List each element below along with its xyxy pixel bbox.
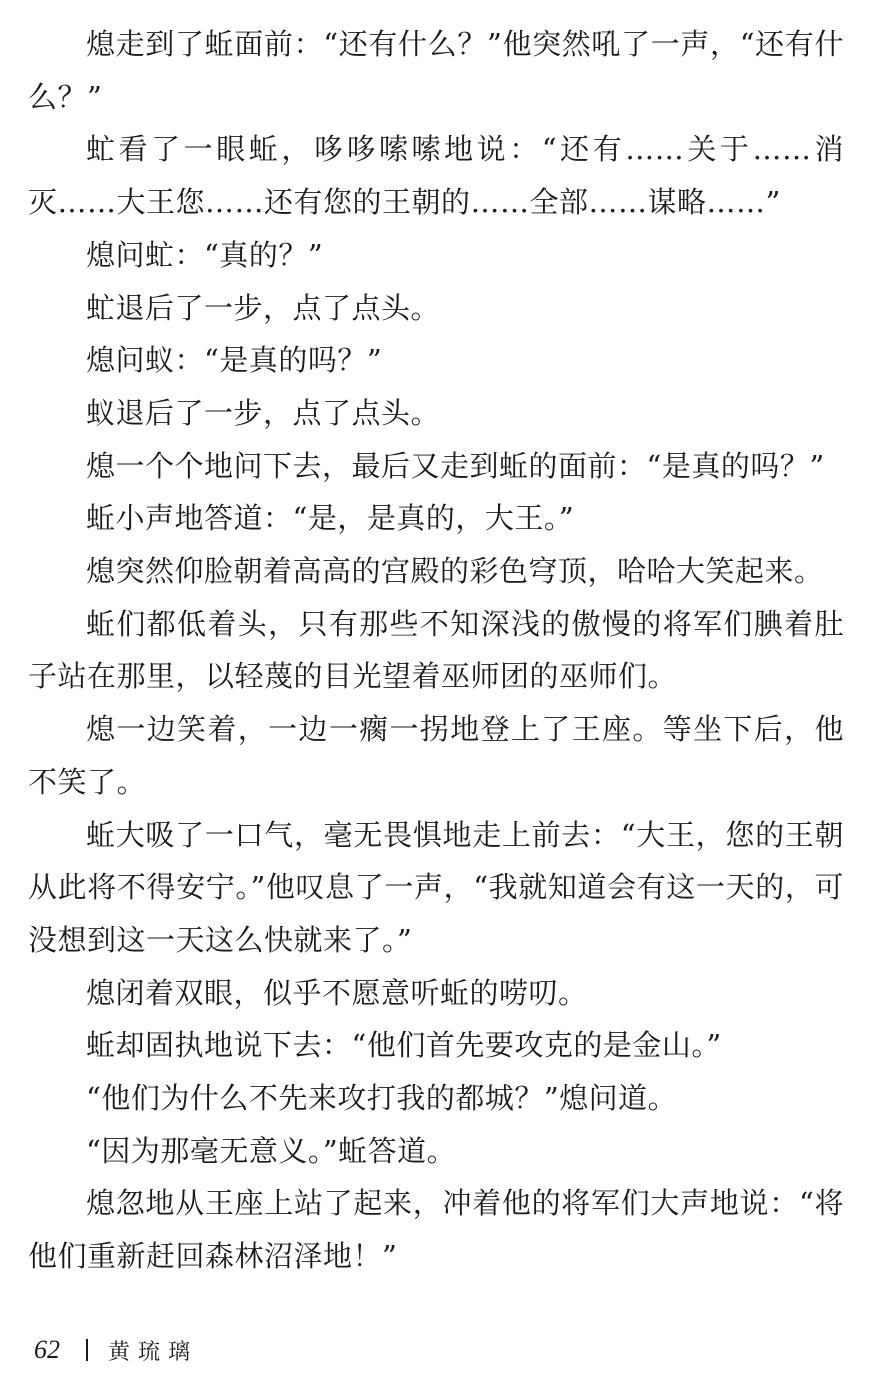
paragraph: 熄突然仰脸朝着高高的宫殿的彩色穹顶，哈哈大笑起来。 bbox=[86, 554, 824, 589]
page-footer bbox=[34, 1330, 198, 1370]
paragraph: 蚯大吸了一口气，毫无畏惧地走上前去：“大王，您的王朝从此将不得安宁。”他叹息了一声，“我就知道会有这一天的，可没想到这一天这么快就来了。” bbox=[28, 817, 844, 957]
paragraph: 熄问虻：“真的？” bbox=[86, 237, 324, 272]
running-head-author: 黄琉璃 bbox=[108, 1339, 199, 1365]
page-number: 62 bbox=[34, 1335, 60, 1364]
paragraph: 熄问蚁：“是真的吗？” bbox=[86, 343, 383, 378]
paragraph: 熄一个个地问下去，最后又走到蚯的面前：“是真的吗？” bbox=[86, 448, 825, 483]
paragraph: 熄忽地从王座上站了起来，冲着他的将军们大声地说：“将他们重新赶回森林沼泽地！” bbox=[28, 1186, 844, 1274]
paragraph: 蚁退后了一步，点了点头。 bbox=[86, 395, 441, 430]
paragraph: 蚯却固执地说下去：“他们首先要攻克的是金山。” bbox=[86, 1028, 722, 1063]
paragraph: 虻看了一眼蚯，哆哆嗦嗦地说：“还有……关于……消灭……大王您……还有您的王朝的……全部……谋略……” bbox=[28, 132, 844, 220]
paragraph: “他们为什么不先来攻打我的都城？”熄问道。 bbox=[86, 1081, 678, 1116]
paragraph: “因为那毫无意义。”蚯答道。 bbox=[86, 1133, 457, 1168]
paragraph: 虻退后了一步，点了点头。 bbox=[86, 290, 441, 325]
paragraph: 蚯们都低着头，只有那些不知深浅的傲慢的将军们腆着肚子站在那里，以轻蔑的目光望着巫师团的巫师们。 bbox=[28, 606, 844, 694]
page-body bbox=[28, 18, 844, 1283]
paragraph: 熄走到了蚯面前：“还有什么？”他突然吼了一声，“还有什么？” bbox=[28, 27, 844, 114]
footer-divider bbox=[86, 1339, 88, 1361]
paragraph: 熄闭着双眼，似乎不愿意听蚯的唠叨。 bbox=[86, 975, 588, 1010]
paragraph: 熄一边笑着，一边一瘸一拐地登上了王座。等坐下后，他不笑了。 bbox=[28, 712, 844, 799]
paragraph: 蚯小声地答道：“是，是真的，大王。” bbox=[86, 501, 575, 536]
